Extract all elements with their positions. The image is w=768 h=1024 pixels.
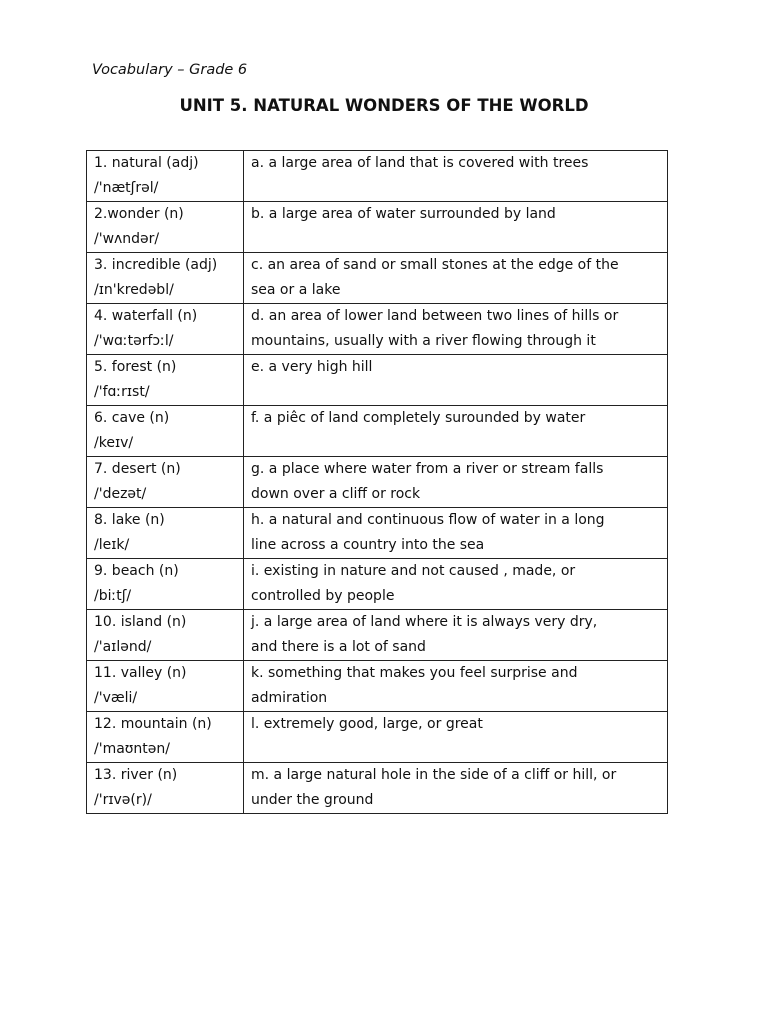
definition-cell [244,304,668,355]
table-row [87,253,668,304]
table-row [87,610,668,661]
definition-line-1: j. a large area of land where it is always very dry, [251,614,598,630]
definition-line-2: down over a cliff or rock [251,486,421,502]
definition-line-1: d. an area of lower land between two lines of hills or [251,308,619,324]
definition-line-1: l. extremely good, large, or great [251,716,483,732]
term-word: 2.wonder (n) [94,206,184,222]
term-cell [87,508,244,559]
term-word: 1. natural (adj) [94,155,199,171]
table-row [87,151,668,202]
term-word: 11. valley (n) [94,665,187,681]
term-cell [87,712,244,763]
term-pronunciation: /'wɑːtərfɔːl/ [94,333,174,349]
definition-line-1: k. something that makes you feel surprise and [251,665,578,681]
term-cell [87,202,244,253]
table-row [87,508,668,559]
term-cell [87,355,244,406]
term-word: 3. incredible (adj) [94,257,218,273]
term-pronunciation: /'maʊntən/ [94,741,170,757]
term-pronunciation: /keɪv/ [94,435,134,451]
table-row [87,304,668,355]
vocabulary-table-body [87,151,668,814]
term-pronunciation: /'fɑːrɪst/ [94,384,150,400]
term-pronunciation: /'nætʃrəl/ [94,180,159,196]
definition-line-2: controlled by people [251,588,395,604]
definition-line-1: h. a natural and continuous flow of water in a long [251,512,605,528]
table-row [87,457,668,508]
term-pronunciation: /biːtʃ/ [94,588,132,604]
term-cell [87,406,244,457]
term-cell [87,661,244,712]
definition-cell [244,457,668,508]
definition-line-1: a. a large area of land that is covered with trees [251,155,589,171]
definition-cell [244,151,668,202]
definition-cell [244,712,668,763]
definition-line-2: mountains, usually with a river flowing through it [251,333,596,349]
term-cell [87,763,244,814]
term-cell [87,610,244,661]
term-word: 12. mountain (n) [94,716,212,732]
term-cell [87,151,244,202]
definition-cell [244,610,668,661]
definition-cell [244,559,668,610]
definition-cell [244,253,668,304]
term-pronunciation: /leɪk/ [94,537,130,553]
definition-cell [244,355,668,406]
definition-line-1: f. a piêc of land completely surounded by water [251,410,586,426]
definition-line-1: b. a large area of water surrounded by land [251,206,556,222]
definition-line-2: and there is a lot of sand [251,639,426,655]
definition-cell [244,661,668,712]
definition-line-2: sea or a lake [251,282,341,298]
table-row [87,712,668,763]
term-cell [87,457,244,508]
definition-line-2: line across a country into the sea [251,537,485,553]
term-word: 10. island (n) [94,614,187,630]
document-subtitle: Vocabulary – Grade 6 [92,62,248,78]
term-word: 7. desert (n) [94,461,181,477]
table-row [87,763,668,814]
vocabulary-table [86,150,668,814]
definition-line-1: e. a very high hill [251,359,373,375]
term-word: 9. beach (n) [94,563,179,579]
term-word: 5. forest (n) [94,359,177,375]
definition-cell [244,202,668,253]
definition-line-1: m. a large natural hole in the side of a cliff or hill, or [251,767,617,783]
term-pronunciation: /'wʌndər/ [94,231,160,247]
definition-cell [244,508,668,559]
term-cell [87,253,244,304]
definition-line-2: under the ground [251,792,374,808]
term-pronunciation: /'aɪlənd/ [94,639,152,655]
table-row [87,355,668,406]
term-word: 4. waterfall (n) [94,308,198,324]
term-pronunciation: /'rɪvə(r)/ [94,792,152,808]
term-pronunciation: /ɪn'kredəbl/ [94,282,174,298]
table-row [87,202,668,253]
definition-cell [244,763,668,814]
document-title: UNIT 5. NATURAL WONDERS OF THE WORLD [179,96,589,115]
definition-line-1: c. an area of sand or small stones at the edge of the [251,257,619,273]
term-cell [87,559,244,610]
term-cell [87,304,244,355]
term-word: 13. river (n) [94,767,178,783]
definition-line-1: g. a place where water from a river or stream falls [251,461,604,477]
table-row [87,661,668,712]
table-row [87,406,668,457]
table-row [87,559,668,610]
term-word: 6. cave (n) [94,410,170,426]
definition-line-2: admiration [251,690,328,706]
term-pronunciation: /'dezət/ [94,486,147,502]
definition-line-1: i. existing in nature and not caused , made, or [251,563,576,579]
term-pronunciation: /'væli/ [94,690,138,706]
term-word: 8. lake (n) [94,512,165,528]
definition-cell [244,406,668,457]
